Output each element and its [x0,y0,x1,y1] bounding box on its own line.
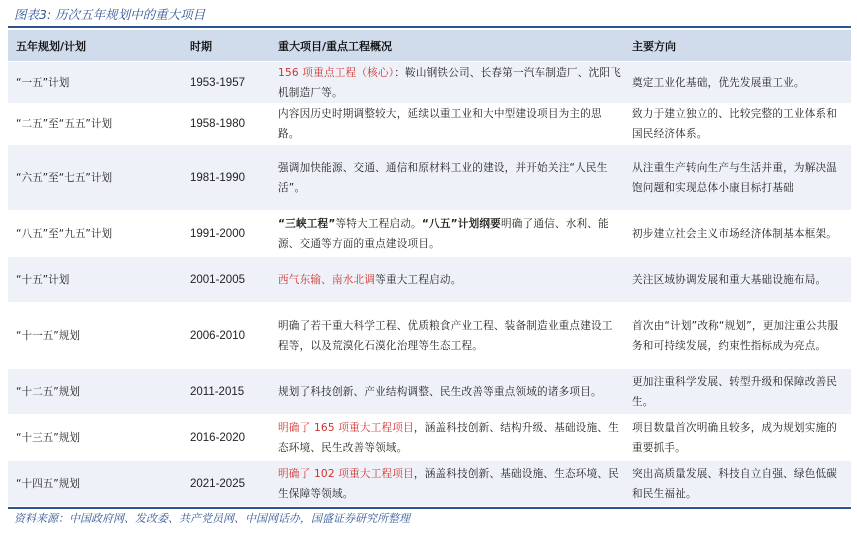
header-plan: 五年规划/计划 [8,30,176,62]
plan-cell: “八五”至“九五”计划 [8,211,176,257]
table-row [8,211,851,257]
five-year-plan-table [8,30,851,507]
project-text: 等重大工程启动。 [375,273,462,286]
projects-cell [272,415,628,461]
highlighted-text: 明确了 165 项重大工程项目 [278,421,414,434]
projects-cell [272,104,628,145]
projects-cell [272,303,628,369]
direction-cell: 初步建立社会主义市场经济体制基本框架。 [628,211,851,257]
project-text: 内容因历史时期调整较大，延续以重工业和大中型建设项目为主的思路。 [278,108,602,140]
period-cell: 1991-2000 [176,211,272,257]
table-row [8,461,851,507]
header-projects: 重大项目/重点工程概况 [272,30,628,62]
period-cell: 2021-2025 [176,461,272,507]
direction-cell: 关注区域协调发展和重大基础设施布局。 [628,257,851,303]
plan-cell: “十五”计划 [8,257,176,303]
period-cell: 1958-1980 [176,104,272,145]
table-row [8,62,851,104]
period-cell: 2011-2015 [176,369,272,415]
projects-cell [272,461,628,507]
figure-title: 图表3: 历次五年规划中的重大项目 [14,7,206,22]
projects-cell [272,62,628,104]
plan-cell: “十三五”规划 [8,415,176,461]
highlighted-text: 明确了 102 项重大工程项目 [278,467,414,480]
project-text: ，涵盖科技创新、结构升级、基础设施、生态环境、民生改善等领域。 [278,421,619,454]
highlighted-text: 西气东输、南水北调 [278,273,376,286]
plan-cell: “六五”至“七五”计划 [8,145,176,211]
period-cell: 1981-1990 [176,145,272,211]
bottom-divider [8,507,851,509]
project-text: ：鞍山钢铁公司、长春第一汽车制造厂、沈阳飞机制造厂等。 [278,66,621,99]
direction-cell: 首次由“计划”改称“规划”，更加注重公共服务和可持续发展，约束性指标成为亮点。 [628,303,851,369]
table-header-row [8,30,851,62]
period-cell: 2006-2010 [176,303,272,369]
direction-cell: 致力于建立独立的、比较完整的工业体系和国民经济体系。 [628,104,851,145]
period-cell: 2016-2020 [176,415,272,461]
header-period: 时期 [176,30,272,62]
table-row [8,145,851,211]
source-note: 资料来源：中国政府网、发改委、共产党员网、中国网话办，国盛证券研究所整理 [14,512,410,525]
direction-cell: 更加注重科学发展、转型升级和保障改善民生。 [628,369,851,415]
project-text: 明确了通信、水利、能源、交通等方面的重点建设项目。 [278,217,609,250]
plan-cell: “十四五”规划 [8,461,176,507]
bold-text: “三峡工程” [278,217,336,230]
projects-cell [272,257,628,303]
project-text: 等特大工程启动。 [335,217,422,230]
table-row [8,257,851,303]
plan-cell: “二五”至“五五”计划 [8,104,176,145]
projects-cell [272,211,628,257]
direction-cell: 奠定工业化基础，优先发展重工业。 [628,62,851,104]
period-cell: 2001-2005 [176,257,272,303]
table-row [8,369,851,415]
direction-cell: 项目数量首次明确且较多，成为规划实施的重要抓手。 [628,415,851,461]
table-row [8,104,851,145]
projects-cell [272,369,628,415]
direction-cell: 突出高质量发展、科技自立自强、绿色低碳和民生福祉。 [628,461,851,507]
table-row [8,415,851,461]
plan-cell: “十一五”规划 [8,303,176,369]
project-text: 规划了科技创新、产业结构调整、民生改善等重点领域的诸多项目。 [278,385,602,398]
header-direction: 主要方向 [628,30,851,62]
plan-cell: “十二五”规划 [8,369,176,415]
highlighted-text: 156 项重点工程（核心） [278,66,395,79]
bold-text: “八五”计划纲要 [421,217,501,230]
project-text: 明确了若干重大科学工程、优质粮食产业工程、装备制造业重点建设工程等，以及荒漠化石漠化治理等生态工程。 [278,319,613,352]
direction-cell: 从注重生产转向生产与生活并重，为解决温饱问题和实现总体小康目标打基础 [628,145,851,211]
title-divider [8,26,851,28]
projects-cell [272,145,628,211]
plan-cell: “一五”计划 [8,62,176,104]
table-row [8,303,851,369]
table-body [8,62,851,507]
period-cell: 1953-1957 [176,62,272,104]
project-text: ，涵盖科技创新、基础设施、生态环境、民生保障等领域。 [278,467,619,500]
project-text: 强调加快能源、交通、通信和原材料工业的建设，并开始关注“人民生活”。 [278,161,608,194]
